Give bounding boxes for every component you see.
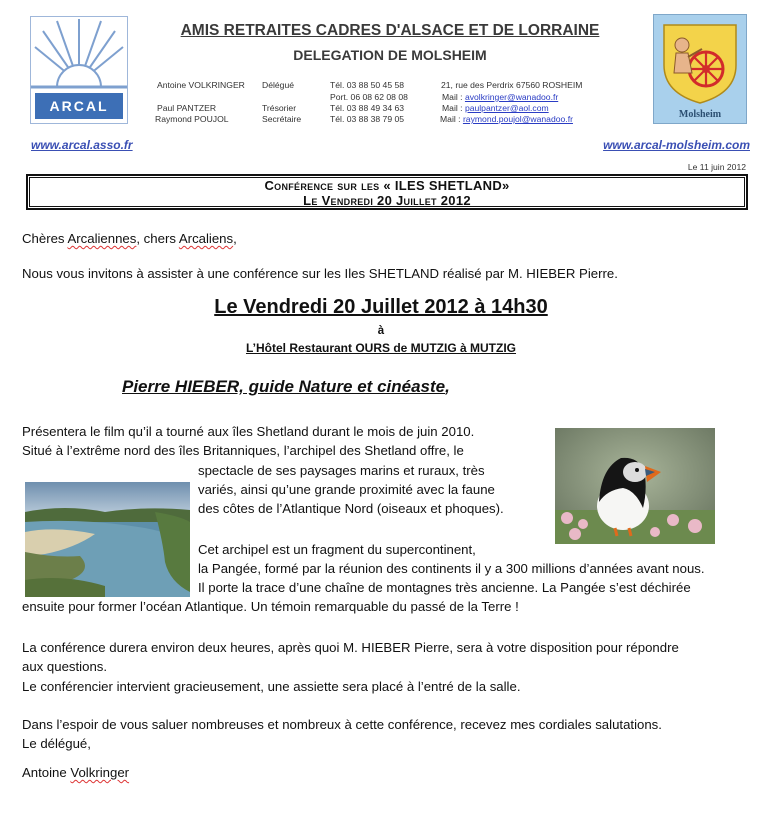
sunrise-logo-icon [31,17,127,89]
letter-date: Le 11 juin 2012 [687,162,746,172]
contact-name-3: Raymond POUJOL [155,114,229,124]
closing-line-1: Dans l’espoir de vous saluer nombreuses et nombreux à cette conférence, recevez mes cordiales salutations. [22,717,662,732]
contact-role-1: Délégué [262,80,295,90]
shetland-coast-photo [25,482,190,597]
greeting: Chères Arcaliennes, chers Arcaliens, [22,231,237,246]
coat-of-arms-icon [654,15,746,107]
conference-date-title: Le Vendredi 20 Juillet 2012 [303,193,471,208]
delegation-subtitle: DELEGATION DE MOLSHEIM [293,47,487,63]
paragraph-1-line-4: variés, ainsi qu’une grande proximité avec la faune [198,482,495,497]
email-link-1[interactable]: avolkringer@wanadoo.fr [464,92,559,102]
paragraph-2-line-3: Il porte la trace d’une chaîne de montagnes très ancienne. La Pangée s’est déchirée [198,580,691,595]
contact-mail-row-3: Mail : raymond.poujol@wanadoo.fr [440,114,573,124]
contact-port-1: Port. 06 08 62 08 08 [330,92,408,102]
arcal-logo-text: ARCAL [35,93,123,119]
email-link-3[interactable]: raymond.poujol@wanadoo.fr [462,114,573,124]
paragraph-1-line-2: Situé à l’extrême nord des îles Britanniques, l’archipel des Shetland offre, le [22,443,464,458]
speaker-line: Pierre HIEBER, guide Nature et cinéaste, [122,377,450,396]
conference-title: Conférence sur les « ILES SHETLAND» [264,178,510,193]
arcal-website-link[interactable]: www.arcal.asso.fr [31,138,133,152]
contact-role-3: Secrétaire [262,114,302,124]
crest-caption: Molsheim [678,109,722,120]
contact-role-2: Trésorier [262,103,297,113]
arcal-logo [30,16,128,124]
paragraph-2-line-1: Cet archipel est un fragment du supercontinent, [198,542,476,557]
venue-preposition: à [377,325,385,337]
signature: Antoine Volkringer [22,765,130,780]
molsheim-crest [653,14,747,124]
contact-mail-row-2: Mail : paulpantzer@aol.com [442,103,549,113]
paragraph-1-line-3: spectacle de ses paysages marins et ruraux, très [198,463,485,478]
contact-tel-3: Tél. 03 88 38 79 05 [330,114,405,124]
puffin-photo [555,428,715,544]
contact-address-1: 21, rue des Perdrix 67560 ROSHEIM [441,80,583,90]
contact-name-2: Paul PANTZER [157,103,217,113]
paragraph-1-line-1: Présentera le film qu’il a tourné aux îles Shetland durant le mois de juin 2010. [22,424,475,439]
association-title: AMIS RETRAITES CADRES D'ALSACE ET DE LORRAINE [180,22,600,39]
contact-tel-2: Tél. 03 88 49 34 63 [330,103,405,113]
paragraph-3-line-3: Le conférencier intervient gracieusement, une assiette sera placé à l’entré de la salle. [22,679,521,694]
event-venue: L’Hôtel Restaurant OURS de MUTZIG à MUTZIG [245,341,517,355]
email-link-2[interactable]: paulpantzer@aol.com [464,103,549,113]
paragraph-3-line-2: aux questions. [22,659,108,674]
paragraph-3-line-1: La conférence durera environ deux heures, après quoi M. HIEBER Pierre, sera à votre disposition pour répondre [22,640,679,655]
paragraph-2-line-4: ensuite pour former l’océan Atlantique. Un témoin remarquable du passé de la Terre ! [22,599,519,614]
event-date-time: Le Vendredi 20 Juillet 2012 à 14h30 [214,296,548,318]
closing-line-2: Le délégué, [22,736,91,751]
contact-name-1: Antoine VOLKRINGER [157,80,245,90]
contact-tel-1: Tél. 03 88 50 45 58 [330,80,405,90]
molsheim-website-link[interactable]: www.arcal-molsheim.com [603,138,750,152]
conference-title-box [26,174,748,210]
invitation-text: Nous vous invitons à assister à une conférence sur les Iles SHETLAND réalisé par M. HIEBER Pierre. [22,266,618,281]
paragraph-1-line-5: des côtes de l’Atlantique Nord (oiseaux et phoques). [198,501,504,516]
contact-mail-row-1: Mail : avolkringer@wanadoo.fr [442,92,559,102]
paragraph-2-line-2: la Pangée, formé par la réunion des continents il y a 300 millions d’années avant nous. [198,561,705,576]
